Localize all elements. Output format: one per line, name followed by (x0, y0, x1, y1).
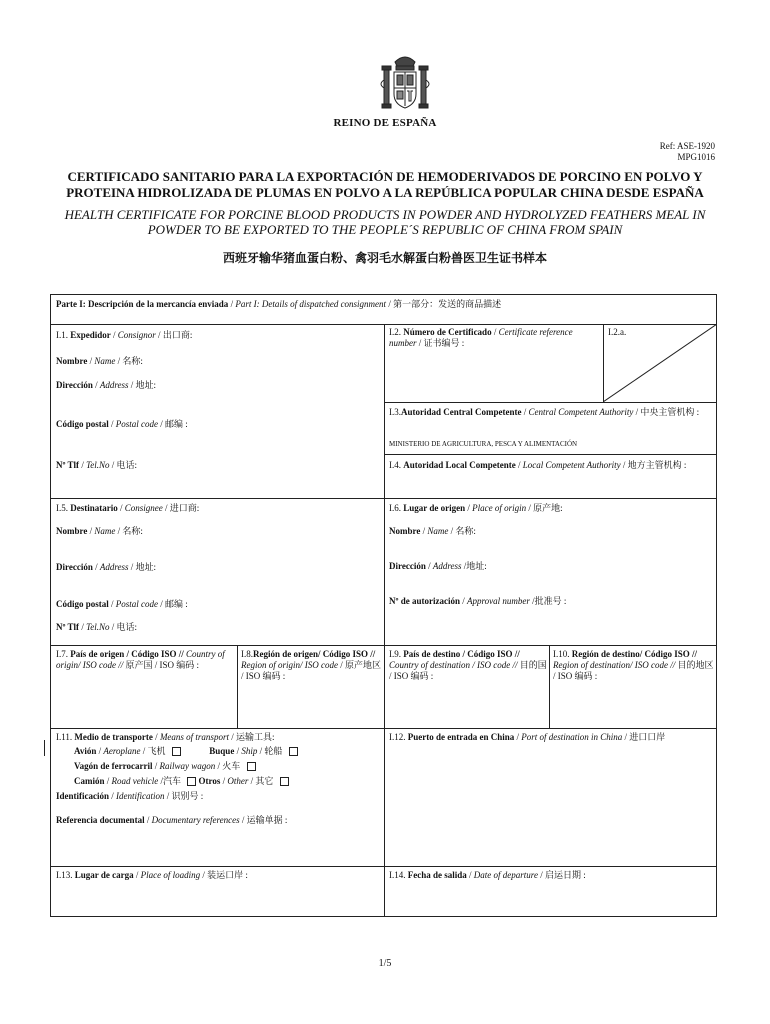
field-i3-label: I.3.Autoridad Central Competente / Central Competent Authority / 中央主管机构 : (389, 407, 700, 417)
spain-coat-of-arms-icon (370, 50, 440, 120)
documentary-references-label: Referencia documental / Documentary references / 运输单据 : (56, 815, 288, 825)
divider (384, 324, 385, 917)
road-vehicle-checkbox[interactable] (187, 777, 196, 786)
kingdom-heading: REINO DE ESPAÑA (333, 117, 437, 129)
title-english (0, 207, 770, 237)
transport-row-2: Vagón de ferrocarril / Railway wagon / 火车 (74, 761, 256, 772)
divider (384, 454, 717, 455)
field-i6-label: I.6. Lugar de origen / Place of origin / 原产地: (389, 503, 563, 513)
reference-code (600, 141, 715, 163)
field-i12-label: I.12. Puerto de entrada en China / Port of destination in China / 进口口岸 (389, 732, 666, 742)
field-i8-label: I.8.Región de origen/ Código ISO // Region of origin/ ISO code / 原产地区 / ISO 编码 : (241, 649, 382, 681)
title-chinese: 西班牙输华猪血蛋白粉、禽羽毛水解蛋白粉兽医卫生证书样本 (222, 251, 547, 265)
field-i9-label: I.9. País de destino / Código ISO // Country of destination / ISO code // 目的国 / ISO 编码 : (389, 649, 547, 681)
divider (237, 645, 238, 728)
transport-row-3: Camión / Road vehicle /汽车 Otros / Other / 其它 (74, 776, 289, 787)
consignee-address-label: Dirección / Address / 地址: (56, 562, 157, 572)
consignee-name-label: Nombre / Name / 名称: (56, 526, 143, 536)
title-en-line-1: HEALTH CERTIFICATE FOR PORCINE BLOOD PRODUCTS IN POWDER AND HYDROLYZED FEATHERS MEAL IN (64, 207, 706, 222)
divider (384, 402, 717, 403)
text-cursor (44, 740, 45, 756)
title-en-line-2: POWDER TO BE EXPORTED TO THE PEOPLE´S REPUBLIC OF CHINA FROM SPAIN (147, 222, 623, 237)
part1-header: Parte I: Descripción de la mercancía enviada / Part I: Details of dispatched consignment / 第一部分：发送的商品描述 (56, 299, 502, 309)
consignor-address-label: Dirección / Address / 地址: (56, 380, 157, 390)
title-spanish (0, 169, 770, 201)
approval-number-label: Nº de autorización / Approval number /批准号 : (389, 596, 567, 606)
railway-checkbox[interactable] (247, 762, 256, 771)
divider (549, 645, 550, 728)
consignee-tel-label: Nº Tlf / Tel.No / 电话: (56, 622, 138, 632)
origin-name-label: Nombre / Name / 名称: (389, 526, 476, 536)
title-es-line-1: CERTIFICADO SANITARIO PARA LA EXPORTACIÓN DE HEMODERIVADOS DE PORCINO EN POLVO Y (67, 169, 703, 184)
consignor-postal-label: Código postal / Postal code / 邮编 : (56, 419, 188, 429)
consignor-name-label: Nombre / Name / 名称: (56, 356, 143, 366)
field-i5-label: I.5. Destinatario / Consignee / 进口商: (56, 503, 200, 513)
title-es-line-2: PROTEINA HIDROLIZADA DE PLUMAS EN POLVO A LA REPÚBLICA POPULAR CHINA DESDE ESPAÑA (66, 185, 704, 200)
field-i2-label: I.2. Número de Certificado / Certificate reference number / 证书编号 : (389, 327, 573, 348)
page-number: 1/5 (378, 958, 392, 969)
field-i10-label: I.10. Región de destino/ Código ISO // Region of destination/ ISO code // 目的地区 / ISO 编码 : (553, 649, 714, 681)
transport-row-1: Avión / Aeroplane / 飞机 Buque / Ship / 轮船 (74, 746, 298, 757)
field-i2a-label: I.2.a. (608, 327, 627, 337)
origin-address-label: Dirección / Address /地址: (389, 561, 487, 571)
consignee-postal-label: Código postal / Postal code / 邮编 : (56, 599, 188, 609)
ship-checkbox[interactable] (289, 747, 298, 756)
field-i7-label: I.7. País de origen / Código ISO // Country of origin/ ISO code // 原产国 / ISO 编码 : (56, 649, 225, 670)
ref-line-1: Ref: ASE-1920 (659, 141, 715, 151)
consignor-tel-label: Nº Tlf / Tel.No / 电话: (56, 460, 138, 470)
central-authority-value: MINISTERIO DE AGRICULTURA, PESCA Y ALIMENTACIÓN (389, 440, 578, 448)
field-i14-label: I.14. Fecha de salida / Date of departure / 启运日期 : (389, 870, 586, 880)
field-i11-label: I.11. Medio de transporte / Means of transport / 运输工具: (56, 732, 275, 742)
field-i1-label: I.1. Expedidor / Consignor / 出口商: (56, 330, 193, 340)
other-transport-checkbox[interactable] (280, 777, 289, 786)
field-i13-label: I.13. Lugar de carga / Place of loading / 装运口岸 : (56, 870, 248, 880)
ref-line-2: MPG1016 (677, 152, 715, 162)
field-i4-label: I.4. Autoridad Local Competente / Local Competent Authority / 地方主管机构 : (389, 460, 687, 470)
airplane-checkbox[interactable] (172, 747, 181, 756)
identification-label: Identificación / Identification / 识别号 : (56, 791, 204, 801)
